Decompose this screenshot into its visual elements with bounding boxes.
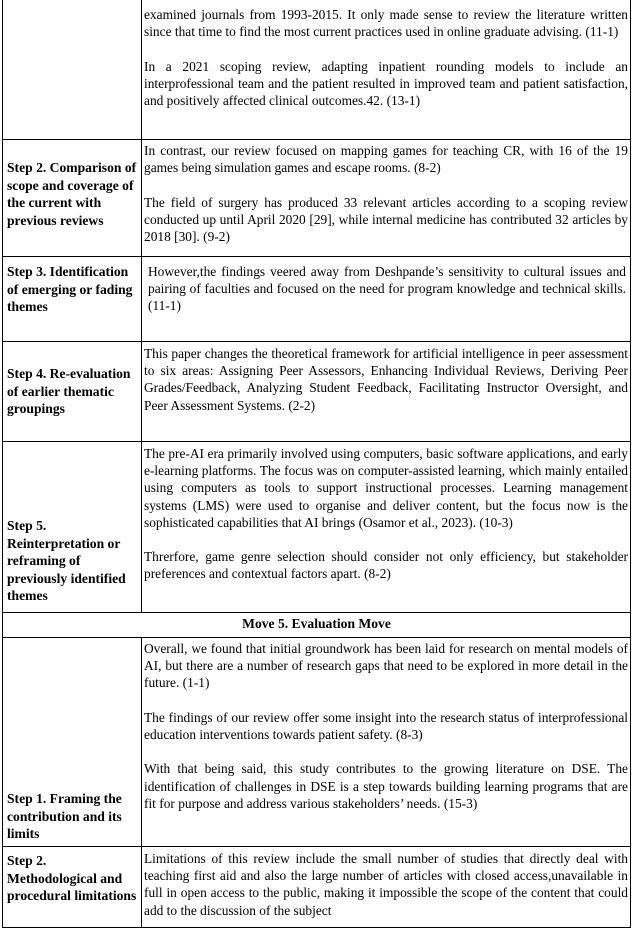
step-label: Step 2. Methodological and procedural limitations [7,853,137,903]
row-divider [2,139,631,140]
step-label: Step 4. Re-evaluation of earlier thematic groupings [7,366,131,416]
row-divider [2,341,631,342]
row-divider [2,256,631,257]
row-content [144,445,628,583]
move-title: Move 5. Evaluation Move [242,616,391,631]
paragraph: Limitations of this review include the small number of studies that directly deal with teaching first aid and also the large number of articles with closed access,unavailable in full in open access to the public, making it impossible the scope of the content that could add to the discussion of the subject [144,851,628,918]
row-content [144,345,628,414]
row-content [144,640,628,812]
step-label: Step 1. Framing the contribution and its limits [7,791,122,841]
paragraph: This paper changes the theoretical framework for artificial intelligence in peer assessment to six areas: Assigning Peer Assessors, Enhancing Individual Reviews, Deriving Peer Grades/Feedback, Analyzing Student Feedback, Facilitating Instructor Oversight, and Peer Assessment Systems. (2-2) [144,346,628,413]
paragraph: The pre-AI era primarily involved using computers, basic software applications, and early e-learning platforms. The focus was on computer-assisted learning, which mainly entailed using computers as tools to support instructional processes. Learning management systems (LMS) were used to organise and deliver content, but the focus now is the sophisticated capabilities that AI brings (Osamor et al., 2023). (10-3) [144,446,628,530]
step-label: Step 2. Comparison of scope and coverage of the current with previous reviews [7,160,137,228]
step-label: Step 5. Reinterpretation or reframing of previously identified themes [7,518,126,603]
paragraph: Threrfore, game genre selection should consider not only efficiency, but stakeholder preferences and contextual factors apart. (8-2) [144,549,628,582]
paragraph: In a 2021 scoping review, adapting inpatient rounding models to include an interprofessional team and the patient resulted in improved team and patient satisfaction, and positively affected clinical outcomes.42. (13-1) [144,58,628,108]
row-content [144,6,628,109]
row-divider [2,441,631,442]
paragraph: In contrast, our review focused on mapping games for teaching CR, with 16 of the 19 games being simulation games and escape rooms. (8-2) [144,143,628,176]
paragraph: The field of surgery has produced 33 relevant articles according to a scoping review conducted up until April 2020 [29], while internal medicine has contributed 32 articles by 2018 [30]. (9-2) [144,194,628,244]
paragraph: examined journals from 1993-2015. It only made sense to review the literature written since that time to find the most current practices used in online graduate advising. (11-1) [144,7,628,40]
row-divider [2,846,631,847]
row-divider [2,612,631,613]
column-divider [141,0,142,612]
paragraph: However,the findings veered away from Deshpande’s sensitivity to cultural issues and pairing of faculties and focused on the need for program knowledge and technical skills. (11-1) [148,264,626,314]
row-divider [2,637,631,638]
row-content [144,142,628,245]
row-content [148,263,626,315]
paragraph: The findings of our review offer some insight into the research status of interprofessional education interventions towards patient safety. (8-3) [144,709,628,742]
paragraph: Overall, we found that initial groundwork has been laid for research on mental models of AI, but there are a number of research gaps that need to be explored in more detail in the future. (1-1) [144,641,628,691]
column-divider [141,637,142,928]
step-label: Step 3. Identification of emerging or fading themes [7,264,133,314]
paragraph: With that being said, this study contributes to the growing literature on DSE. The identification of challenges in DSE is a step towards building learning programs that are fit for purpose and address various stakeholders’ needs. (15-3) [144,761,628,811]
row-content [144,850,628,926]
